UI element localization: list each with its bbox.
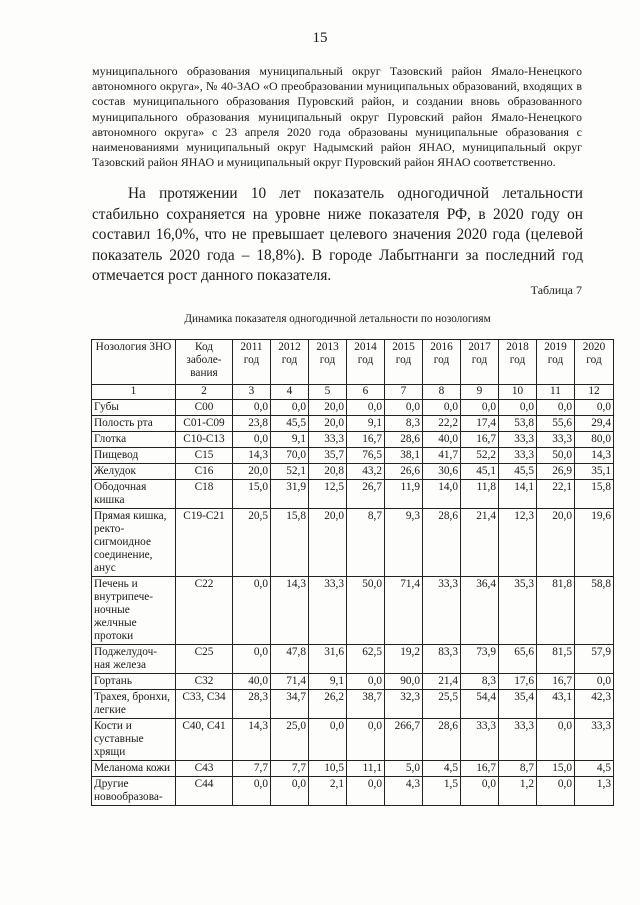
mortality-value: 0,0 — [423, 400, 461, 416]
mortality-value: 33,3 — [499, 448, 537, 464]
mortality-value: 52,2 — [461, 448, 499, 464]
nosology-name: Поджелудоч-ная железа — [92, 645, 176, 674]
column-header: 2015 год — [385, 340, 423, 385]
column-number: 6 — [347, 385, 385, 400]
mortality-value: 33,3 — [499, 719, 537, 761]
main-paragraph: На протяжении 10 лет показатель одногодичной летальности стабильно сохраняется на уровне ниже показателя РФ, в 2020 году он составил 16,0%, что не превышает целевого значения 2020 года (целевой показатель 2020 года – 18,8%). В городе Лабытнанги за последний год отмечается рост данного показателя. — [92, 185, 583, 284]
mortality-value: 40,0 — [233, 674, 271, 690]
mortality-value: 71,4 — [385, 577, 423, 645]
mortality-value: 266,7 — [385, 719, 423, 761]
mortality-value: 26,6 — [385, 464, 423, 480]
disease-code: С22 — [176, 577, 233, 645]
mortality-value: 21,4 — [461, 509, 499, 577]
mortality-value: 14,3 — [575, 448, 614, 464]
nosology-name: Кости и суставные хрящи — [92, 719, 176, 761]
nosology-name: Глотка — [92, 432, 176, 448]
mortality-value: 33,3 — [309, 577, 347, 645]
mortality-value: 19,6 — [575, 509, 614, 577]
mortality-value: 38,7 — [347, 690, 385, 719]
mortality-value: 0,0 — [461, 400, 499, 416]
table-row — [92, 432, 614, 448]
mortality-value: 11,9 — [385, 480, 423, 509]
mortality-value: 12,3 — [499, 509, 537, 577]
mortality-value: 38,1 — [385, 448, 423, 464]
mortality-value: 54,4 — [461, 690, 499, 719]
column-header: Нозология ЗНО — [92, 340, 176, 385]
mortality-value: 28,3 — [233, 690, 271, 719]
mortality-value: 8,3 — [385, 416, 423, 432]
mortality-value: 25,5 — [423, 690, 461, 719]
mortality-value: 47,8 — [271, 645, 309, 674]
mortality-value: 14,3 — [233, 448, 271, 464]
mortality-value: 0,0 — [347, 400, 385, 416]
nosology-name: Губы — [92, 400, 176, 416]
mortality-value: 81,8 — [537, 577, 575, 645]
disease-code: С19-С21 — [176, 509, 233, 577]
mortality-value: 1,3 — [575, 777, 614, 806]
mortality-value: 14,1 — [499, 480, 537, 509]
mortality-value: 0,0 — [537, 719, 575, 761]
mortality-value: 0,0 — [461, 777, 499, 806]
mortality-value: 16,7 — [347, 432, 385, 448]
mortality-value: 17,4 — [461, 416, 499, 432]
mortality-value: 15,8 — [271, 509, 309, 577]
mortality-value: 0,0 — [347, 719, 385, 761]
mortality-value: 0,0 — [271, 777, 309, 806]
mortality-value: 16,7 — [461, 432, 499, 448]
mortality-value: 52,1 — [271, 464, 309, 480]
disease-code: С15 — [176, 448, 233, 464]
column-header: 2016 год — [423, 340, 461, 385]
mortality-value: 14,3 — [233, 719, 271, 761]
table-row — [92, 761, 614, 777]
column-number: 2 — [176, 385, 233, 400]
table-row — [92, 448, 614, 464]
disease-code: С10-С13 — [176, 432, 233, 448]
mortality-value: 17,6 — [499, 674, 537, 690]
mortality-value: 14,3 — [271, 577, 309, 645]
column-number: 1 — [92, 385, 176, 400]
mortality-value: 73,9 — [461, 645, 499, 674]
mortality-value: 41,7 — [423, 448, 461, 464]
mortality-value: 25,0 — [271, 719, 309, 761]
mortality-value: 62,5 — [347, 645, 385, 674]
mortality-value: 0,0 — [271, 400, 309, 416]
mortality-value: 11,1 — [347, 761, 385, 777]
mortality-value: 42,3 — [575, 690, 614, 719]
mortality-value: 35,7 — [309, 448, 347, 464]
table-row — [92, 777, 614, 806]
mortality-value: 2,1 — [309, 777, 347, 806]
mortality-value: 4,5 — [423, 761, 461, 777]
table-row — [92, 509, 614, 577]
table-caption: Динамика показателя одногодичной летальности по нозологиям — [184, 313, 491, 325]
nosology-name: Прямая кишка, ректо-сигмоидное соединение, анус — [92, 509, 176, 577]
mortality-value: 26,2 — [309, 690, 347, 719]
mortality-value: 29,4 — [575, 416, 614, 432]
column-number: 12 — [575, 385, 614, 400]
mortality-value: 5,0 — [385, 761, 423, 777]
mortality-value: 65,6 — [499, 645, 537, 674]
mortality-value: 31,9 — [271, 480, 309, 509]
disease-code: С16 — [176, 464, 233, 480]
mortality-value: 45,5 — [271, 416, 309, 432]
column-number: 9 — [461, 385, 499, 400]
mortality-value: 1,2 — [499, 777, 537, 806]
mortality-value: 26,7 — [347, 480, 385, 509]
mortality-value: 4,3 — [385, 777, 423, 806]
mortality-value: 19,2 — [385, 645, 423, 674]
mortality-value: 36,4 — [461, 577, 499, 645]
column-header: 2011 год — [233, 340, 271, 385]
table-number: Таблица 7 — [530, 283, 582, 297]
mortality-value: 0,0 — [537, 777, 575, 806]
mortality-value: 9,3 — [385, 509, 423, 577]
mortality-value: 35,1 — [575, 464, 614, 480]
nosology-name: Полость рта — [92, 416, 176, 432]
mortality-value: 81,5 — [537, 645, 575, 674]
mortality-value: 0,0 — [233, 777, 271, 806]
table-row — [92, 690, 614, 719]
mortality-value: 26,9 — [537, 464, 575, 480]
nosology-name: Трахея, бронхи, легкие — [92, 690, 176, 719]
column-header: 2017 год — [461, 340, 499, 385]
column-header: Код заболе-вания — [176, 340, 233, 385]
mortality-value: 43,1 — [537, 690, 575, 719]
mortality-value: 35,4 — [499, 690, 537, 719]
mortality-value: 0,0 — [347, 777, 385, 806]
mortality-value: 23,8 — [233, 416, 271, 432]
nosology-name: Желудок — [92, 464, 176, 480]
mortality-value: 15,0 — [537, 761, 575, 777]
mortality-value: 32,3 — [385, 690, 423, 719]
table-header-row — [92, 340, 614, 385]
disease-code: С18 — [176, 480, 233, 509]
disease-code: С40, С41 — [176, 719, 233, 761]
mortality-value: 20,8 — [309, 464, 347, 480]
page-number: 15 — [312, 30, 328, 46]
mortality-value: 83,3 — [423, 645, 461, 674]
column-header: 2019 год — [537, 340, 575, 385]
mortality-value: 55,6 — [537, 416, 575, 432]
mortality-value: 20,0 — [233, 464, 271, 480]
mortality-value: 0,0 — [233, 577, 271, 645]
mortality-value: 40,0 — [423, 432, 461, 448]
mortality-value: 20,0 — [309, 416, 347, 432]
column-number-row — [92, 385, 614, 400]
mortality-value: 4,5 — [575, 761, 614, 777]
mortality-value: 8,7 — [499, 761, 537, 777]
column-number: 4 — [271, 385, 309, 400]
table-row — [92, 719, 614, 761]
mortality-value: 33,3 — [461, 719, 499, 761]
mortality-value: 90,0 — [385, 674, 423, 690]
mortality-value: 70,0 — [271, 448, 309, 464]
table-row — [92, 464, 614, 480]
mortality-value: 20,0 — [537, 509, 575, 577]
mortality-value: 53,8 — [499, 416, 537, 432]
nosology-name: Другие новообразова- — [92, 777, 176, 806]
mortality-value: 0,0 — [575, 674, 614, 690]
mortality-value: 14,0 — [423, 480, 461, 509]
table-row — [92, 416, 614, 432]
column-number: 3 — [233, 385, 271, 400]
disease-code: С44 — [176, 777, 233, 806]
table-row — [92, 400, 614, 416]
table-row — [92, 674, 614, 690]
table-row — [92, 577, 614, 645]
mortality-value: 12,5 — [309, 480, 347, 509]
disease-code: С33, С34 — [176, 690, 233, 719]
mortality-value: 33,3 — [537, 432, 575, 448]
mortality-value: 8,3 — [461, 674, 499, 690]
mortality-value: 50,0 — [347, 577, 385, 645]
mortality-value: 0,0 — [537, 400, 575, 416]
mortality-value: 0,0 — [499, 400, 537, 416]
mortality-value: 8,7 — [347, 509, 385, 577]
mortality-value: 45,1 — [461, 464, 499, 480]
column-header: 2014 год — [347, 340, 385, 385]
mortality-value: 16,7 — [537, 674, 575, 690]
mortality-value: 45,5 — [499, 464, 537, 480]
column-number: 5 — [309, 385, 347, 400]
mortality-value: 33,3 — [423, 577, 461, 645]
mortality-value: 21,4 — [423, 674, 461, 690]
disease-code: С43 — [176, 761, 233, 777]
mortality-value: 58,8 — [575, 577, 614, 645]
mortality-value: 80,0 — [575, 432, 614, 448]
mortality-value: 0,0 — [233, 432, 271, 448]
mortality-value: 43,2 — [347, 464, 385, 480]
nosology-name: Пищевод — [92, 448, 176, 464]
mortality-value: 20,0 — [309, 400, 347, 416]
footnote-text: муниципального образования муниципальный округ Тазовский район Ямало-Ненецкого автономного округа», № 40-ЗАО «О преобразовании муниципальных образований, входящих в состав муниципального образования Пуровский район, и создании вновь образованного муниципального образования муниципальный округ Пуровский район Ямало-Ненецкого автономного округа» с 23 апреля 2020 года образованы муниципальные образования с наименованиями муниципальный округ Надымский район ЯНАО, муниципальный округ Тазовский район ЯНАО и муниципальный округ Пуровский район ЯНАО соответственно. — [92, 64, 582, 170]
mortality-value: 7,7 — [271, 761, 309, 777]
column-header: 2012 год — [271, 340, 309, 385]
mortality-value: 10,5 — [309, 761, 347, 777]
mortality-value: 9,1 — [271, 432, 309, 448]
disease-code: С01-С09 — [176, 416, 233, 432]
mortality-value: 16,7 — [461, 761, 499, 777]
column-number: 8 — [423, 385, 461, 400]
mortality-value: 33,3 — [499, 432, 537, 448]
mortality-value: 22,2 — [423, 416, 461, 432]
mortality-value: 34,7 — [271, 690, 309, 719]
mortality-value: 0,0 — [233, 645, 271, 674]
mortality-value: 0,0 — [233, 400, 271, 416]
mortality-value: 22,1 — [537, 480, 575, 509]
mortality-table — [91, 339, 614, 806]
mortality-value: 9,1 — [309, 674, 347, 690]
disease-code: С00 — [176, 400, 233, 416]
column-number: 7 — [385, 385, 423, 400]
column-header: 2013 год — [309, 340, 347, 385]
mortality-value: 31,6 — [309, 645, 347, 674]
nosology-name: Печень и внутрипече-ночные желчные протоки — [92, 577, 176, 645]
mortality-value: 71,4 — [271, 674, 309, 690]
mortality-value: 57,9 — [575, 645, 614, 674]
mortality-value: 11,8 — [461, 480, 499, 509]
disease-code: С25 — [176, 645, 233, 674]
mortality-value: 0,0 — [385, 400, 423, 416]
table-row — [92, 645, 614, 674]
mortality-value: 0,0 — [309, 719, 347, 761]
table-row — [92, 480, 614, 509]
mortality-value: 1,5 — [423, 777, 461, 806]
mortality-value: 28,6 — [423, 509, 461, 577]
column-header: 2020 год — [575, 340, 614, 385]
mortality-value: 15,0 — [233, 480, 271, 509]
mortality-value: 0,0 — [575, 400, 614, 416]
mortality-value: 76,5 — [347, 448, 385, 464]
nosology-name: Ободочная кишка — [92, 480, 176, 509]
mortality-value: 30,6 — [423, 464, 461, 480]
nosology-name: Меланома кожи — [92, 761, 176, 777]
mortality-value: 33,3 — [309, 432, 347, 448]
mortality-value: 33,3 — [575, 719, 614, 761]
nosology-name: Гортань — [92, 674, 176, 690]
disease-code: С32 — [176, 674, 233, 690]
mortality-value: 20,0 — [309, 509, 347, 577]
mortality-value: 7,7 — [233, 761, 271, 777]
mortality-value: 35,3 — [499, 577, 537, 645]
mortality-value: 20,5 — [233, 509, 271, 577]
column-number: 10 — [499, 385, 537, 400]
mortality-value: 15,8 — [575, 480, 614, 509]
mortality-value: 28,6 — [423, 719, 461, 761]
mortality-value: 0,0 — [347, 674, 385, 690]
mortality-value: 50,0 — [537, 448, 575, 464]
column-number: 11 — [537, 385, 575, 400]
mortality-value: 28,6 — [385, 432, 423, 448]
mortality-value: 9,1 — [347, 416, 385, 432]
column-header: 2018 год — [499, 340, 537, 385]
